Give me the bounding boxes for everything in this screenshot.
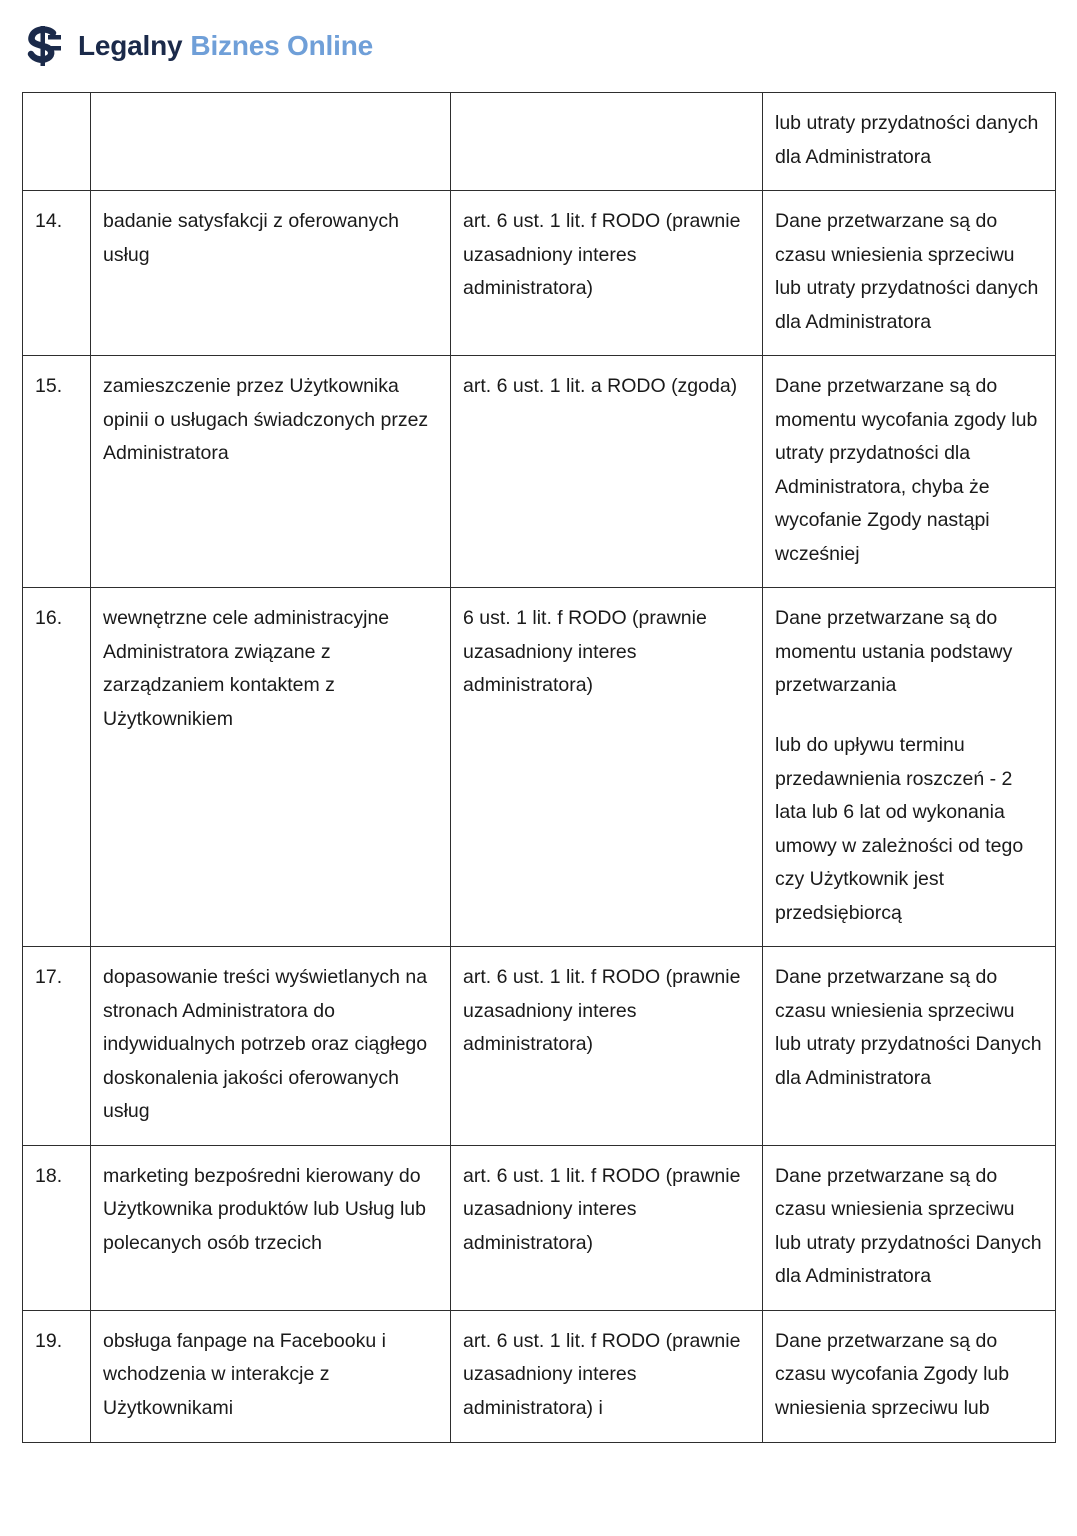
row-goal: badanie satysfakcji z oferowanych usług xyxy=(91,191,451,356)
table-row xyxy=(23,1310,1056,1442)
row-time: lub utraty przydatności danych dla Administratora xyxy=(763,93,1056,191)
row-goal: wewnętrzne cele administracyjne Administratora związane z zarządzaniem kontaktem z Użytkownikiem xyxy=(91,588,451,947)
row-time: Dane przetwarzane są do czasu wycofania Zgody lub wniesienia sprzeciwu lub xyxy=(763,1310,1056,1442)
page-header xyxy=(0,0,1077,92)
table-row xyxy=(23,1145,1056,1310)
table-row xyxy=(23,588,1056,947)
row-time-paragraph: Dane przetwarzane są do momentu ustania podstawy przetwarzania xyxy=(775,607,1013,697)
row-basis: art. 6 ust. 1 lit. a RODO (zgoda) xyxy=(451,356,763,588)
row-basis: art. 6 ust. 1 lit. f RODO (prawnie uzasadniony interes administratora) i xyxy=(451,1310,763,1442)
brand-title-primary: Legalny xyxy=(78,30,183,61)
row-time xyxy=(763,588,1056,947)
row-number: 19. xyxy=(23,1310,91,1442)
row-time-paragraph: lub do upływu terminu przedawnienia roszczeń - 2 lata lub 6 lat od wykonania umowy w zależności od tego czy Użytkownik jest przedsiębiorcą xyxy=(775,733,1024,924)
table-row xyxy=(23,356,1056,588)
table-row xyxy=(23,191,1056,356)
row-goal: marketing bezpośredni kierowany do Użytkownika produktów lub Usług lub polecanych osób trzecich xyxy=(91,1145,451,1310)
row-time: Dane przetwarzane są do momentu wycofania zgody lub utraty przydatności dla Administratora, chyba że wycofanie Zgody nastąpi wcześniej xyxy=(763,356,1056,588)
row-basis xyxy=(451,93,763,191)
row-number: 16. xyxy=(23,588,91,947)
row-number xyxy=(23,93,91,191)
row-number: 18. xyxy=(23,1145,91,1310)
row-basis: art. 6 ust. 1 lit. f RODO (prawnie uzasadniony interes administratora) xyxy=(451,191,763,356)
row-basis: art. 6 ust. 1 lit. f RODO (prawnie uzasadniony interes administratora) xyxy=(451,1145,763,1310)
row-number: 14. xyxy=(23,191,91,356)
brand-title xyxy=(78,30,373,62)
data-processing-table-wrapper xyxy=(22,92,1055,1443)
row-goal: obsługa fanpage na Facebooku i wchodzenia w interakcje z Użytkownikami xyxy=(91,1310,451,1442)
row-number: 17. xyxy=(23,947,91,1146)
brand-title-secondary: Biznes Online xyxy=(190,30,373,61)
dollar-s-icon xyxy=(22,24,66,68)
data-processing-table xyxy=(22,92,1056,1443)
row-number: 15. xyxy=(23,356,91,588)
row-basis: art. 6 ust. 1 lit. f RODO (prawnie uzasadniony interes administratora) xyxy=(451,947,763,1146)
row-goal xyxy=(91,93,451,191)
table-row xyxy=(23,947,1056,1146)
table-row xyxy=(23,93,1056,191)
row-basis: 6 ust. 1 lit. f RODO (prawnie uzasadniony interes administratora) xyxy=(451,588,763,947)
row-goal: zamieszczenie przez Użytkownika opinii o usługach świadczonych przez Administratora xyxy=(91,356,451,588)
row-time: Dane przetwarzane są do czasu wniesienia sprzeciwu lub utraty przydatności danych dla Administratora xyxy=(763,191,1056,356)
row-time: Dane przetwarzane są do czasu wniesienia sprzeciwu lub utraty przydatności Danych dla Administratora xyxy=(763,1145,1056,1310)
row-goal: dopasowanie treści wyświetlanych na stronach Administratora do indywidualnych potrzeb oraz ciągłego doskonalenia jakości oferowanych usług xyxy=(91,947,451,1146)
row-time: Dane przetwarzane są do czasu wniesienia sprzeciwu lub utraty przydatności Danych dla Administratora xyxy=(763,947,1056,1146)
